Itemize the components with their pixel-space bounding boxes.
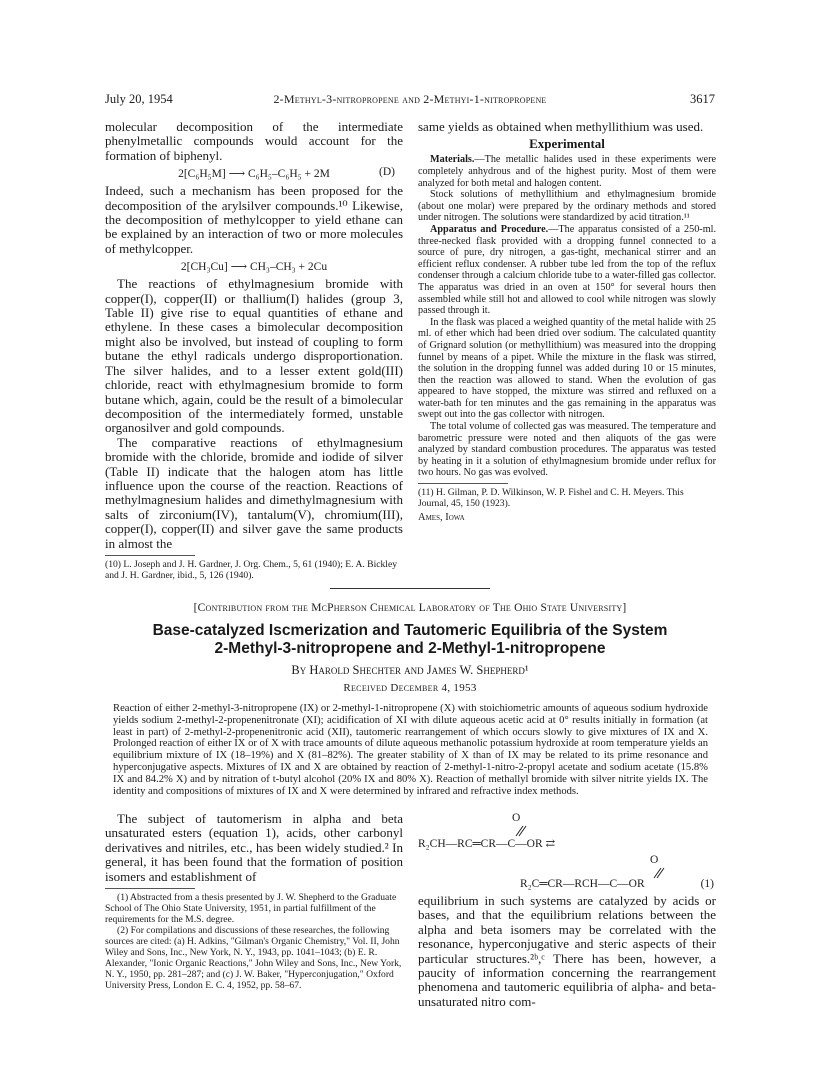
left-column-lower [105, 812, 403, 991]
paragraph: The total volume of collected gas was measured. The temperature and barometric pressure were noted and then aliquots of the gas were analyzed by standard combustion procedures. The apparatus was tested by heating in it a solution of ethylmagnesium bromide under reflux for two hours. No gas was evolved. [418, 421, 716, 479]
equation-text: 2[CH₃Cu] ⟶ CH₃–CH₃ + 2Cu [180, 261, 328, 274]
carbonyl-oxygen: O [512, 812, 521, 824]
paragraph: molecular decomposition of the intermediate phenylmetallic compounds would account for the formation of biphenyl. [105, 119, 403, 163]
right-column-lower [418, 812, 716, 1009]
section-heading: Experimental [529, 136, 605, 152]
paragraph: Stock solutions of methyllithium and ethylmagnesium bromide (about one molar) were prepared by the ordinary methods and stored under nitrogen. The solutions were standardized by acid titration.¹¹ [418, 189, 716, 224]
footnote-2: (2) For compilations and discussions of these researches, the following sources are cited: (a) H. Adkins, "Gilman's Organic Chemistry," Vol. II, John Wiley and Sons, Inc., New York, N. Y., 1943, pp. 1041–1043; (b) E. R. Alexander, "Ionic Organic Reactions," John Wiley and Sons, Inc., New York, N. Y., 1950, pp. 281–287; and (c) J. W. Baker, "Hyperconjugation," Oxford University Press, London E. C. 4, 1952, pp. 58–67. [105, 925, 402, 992]
paragraph: In the flask was placed a weighed quantity of the metal halide with 25 ml. of ether which had been dried over sodium. The calculated quantity of Grignard solution (or methyllithium) was measured into the dropping funnel by means of a pipet. While the mixture in the flask was stirred, the solution in the dropping funnel was added during 10 or 15 minutes, then the reaction was allowed to stand. When the evolution of gas appeared to have stopped, the mixture was stirred and refluxed on a water-bath for ten minutes and the gas remaining in the apparatus was swept out into the gas collector with nitrogen. [418, 316, 716, 421]
carbonyl-oxygen: O [650, 854, 659, 866]
apparatus-paragraph: Apparatus and Procedure.—The apparatus consisted of a 250-ml. three-necked flask provided with a dropping funnel connected to a source of pure, dry nitrogen, a gas-tight, mechanical stirrer and an efficient reflux condenser. A rubber tube led from the top of the reflux condenser through a calcium chloride tube to a water-filled gas collector. The apparatus was dried in an oven at 150° for several hours then assembled while still hot and allowed to cool while nitrogen was slowly passed through it. [418, 223, 716, 317]
article-separator [330, 588, 490, 589]
contribution-line: [Contribution from the McPherson Chemical Laboratory of The Ohio State University] [193, 602, 627, 614]
header-page-number: 3617 [690, 92, 715, 106]
footnote-11: (11) H. Gilman, P. D. Wilkinson, W. P. Fishel and C. H. Meyers. This Journal, 45, 150 (1923). [418, 487, 684, 510]
scheme-reactant: R₂CH—RC═CR—C—OR ⇄ [418, 838, 556, 850]
title-line: 2-Methyl-3-nitropropene and 2-Methyl-1-nitropropene [214, 640, 606, 657]
running-header [105, 92, 715, 110]
affiliation-place: Ames, Iowa [418, 512, 465, 524]
paragraph: The comparative reactions of ethylmagnesium bromide with the chloride, bromide and iodide of silver (Table II) indicate that the halogen atom has little influence upon the course of the reaction. Reactions of methylmagnesium halides and dimethylmagnesium with salts of zirconium(IV), tantalum(V), chromium(III), copper(I), copper(II) and silver gave the same products in almost the [105, 434, 403, 551]
header-date: July 20, 1954 [105, 92, 173, 106]
footnote-10: (10) L. Joseph and J. H. Gardner, J. Org. Chem., 5, 61 (1940); E. A. Bickley and J. H. Gardner, ibid., 5, 126 (1940). [105, 558, 398, 581]
header-running-title: 2-Methyl-3-nitropropene and 2-Methyi-1-nitropropene [273, 92, 547, 106]
equation-text: 2[C₆H₅M] ⟶ C₆H₅–C₆H₅ + 2M [178, 168, 330, 181]
footnote-rule [105, 555, 195, 556]
equation-d [105, 166, 403, 180]
run-in-head: Apparatus and Procedure. [430, 223, 549, 235]
received-date: Received December 4, 1953 [343, 682, 477, 694]
paragraph: equilibrium in such systems are catalyzed by acids or bases, and that the equilibrium relations between the alpha and beta isomers may be correlated with the resonance, hyperconjugative and steric aspects of their particular structures.²ᵇ,ᶜ There has been, however, a paucity of information concerning the rearrangement phenomena and tautomeric equilibria of alpha- and beta-unsaturated nitro com- [418, 893, 716, 1009]
paragraph: Indeed, such a mechanism has been proposed for the decomposition of the arylsilver compounds.¹⁰ Likewise, the decomposition of methylcopper to yield ethane can be explained by an interaction of two or more molecules of methylcopper. [105, 183, 403, 256]
equation [105, 259, 403, 273]
paragraph: The subject of tautomerism in alpha and beta unsaturated esters (equation 1), acids, other carbonyl derivatives and nitriles, etc., has been widely studied.² In general, it has been found that the formation of position isomers and establishment of [105, 811, 403, 884]
footnote-1: (1) Abstracted from a thesis presented by J. W. Shepherd to the Graduate School of The Ohio State University, 1951, in partial fulfillment of the requirements for the M.S. degree. [105, 892, 397, 926]
equation-1-scheme [418, 812, 716, 894]
footnote-rule [105, 888, 195, 889]
title-line: Base-catalyzed Iscmerization and Tautomeric Equilibria of the System [152, 622, 668, 639]
footnote-rule [418, 483, 508, 484]
run-in-head: Materials. [430, 154, 475, 166]
abstract: Reaction of either 2-methyl-3-nitropropene (IX) or 2-methyl-1-nitropropene (X) with stoichiometric amounts of aqueous sodium hydroxide yields sodium 2-methyl-2-propenenitronate (XI); acidification of XI with dilute aqueous acetic acid at 0° results initially in formation (at least in part) of 2-methyl-2-propenenitronic acid (XII), tautomeric rearrangement of which occurs slowly to give mixtures of IX and X. Prolonged reaction of either IX or of X with trace amounts of dilute aqueous methanolic potassium hydroxide at room temperature yields an equilibrium mixture of IX (18–19%) and X (81–82%). The greater stability of X than of IX may be related to its prime resonance and hyperconjugative aspects. Mixtures of IX and X are obtained by reaction of 2-methyl-1-nitro-2-propyl acetate and sodium acetate (15.8% IX and 84.2% X) and by nitration of t-butyl alcohol (20% IX and 80% X). Reaction of methallyl bromide with silver nitrite yields IX. The identity and compositions of mixtures of IX and X were determined by infrared and refractive index methods. [113, 703, 708, 797]
materials-paragraph: Materials.—The metallic halides used in these experiments were completely anhydrous and of the highest purity. Most of them were analyzed for both metal and halogen content. [418, 154, 716, 189]
authors: By Harold Shechter and James W. Shepherd¹ [291, 663, 529, 677]
equation-number: (1) [700, 878, 714, 890]
paragraph: same yields as obtained when methyllithium was used. [418, 119, 704, 134]
equation-number: (D) [379, 166, 395, 179]
right-column-upper [418, 120, 716, 523]
double-bond-icon [652, 867, 666, 879]
paragraph: The reactions of ethylmagnesium bromide with copper(I), copper(II) or thallium(I) halides (group 3, Table II) give rise to equal quantities of ethane and ethylene. In these cases a bimolecular decomposition might also be involved, but instead of coupling to form butane the ethyl radicals undergo disproportionation. The silver halides, and to a lesser extent gold(III) chloride, react with ethylmagnesium bromide to form butane which, again, could be the result of a bimolecular decomposition of the intermediately formed, unstable organosilver and gold compounds. [105, 276, 403, 436]
scheme-product: R₂C═CR—RCH—C—OR [520, 878, 645, 890]
left-column-upper [105, 120, 403, 581]
article-title [105, 622, 715, 658]
